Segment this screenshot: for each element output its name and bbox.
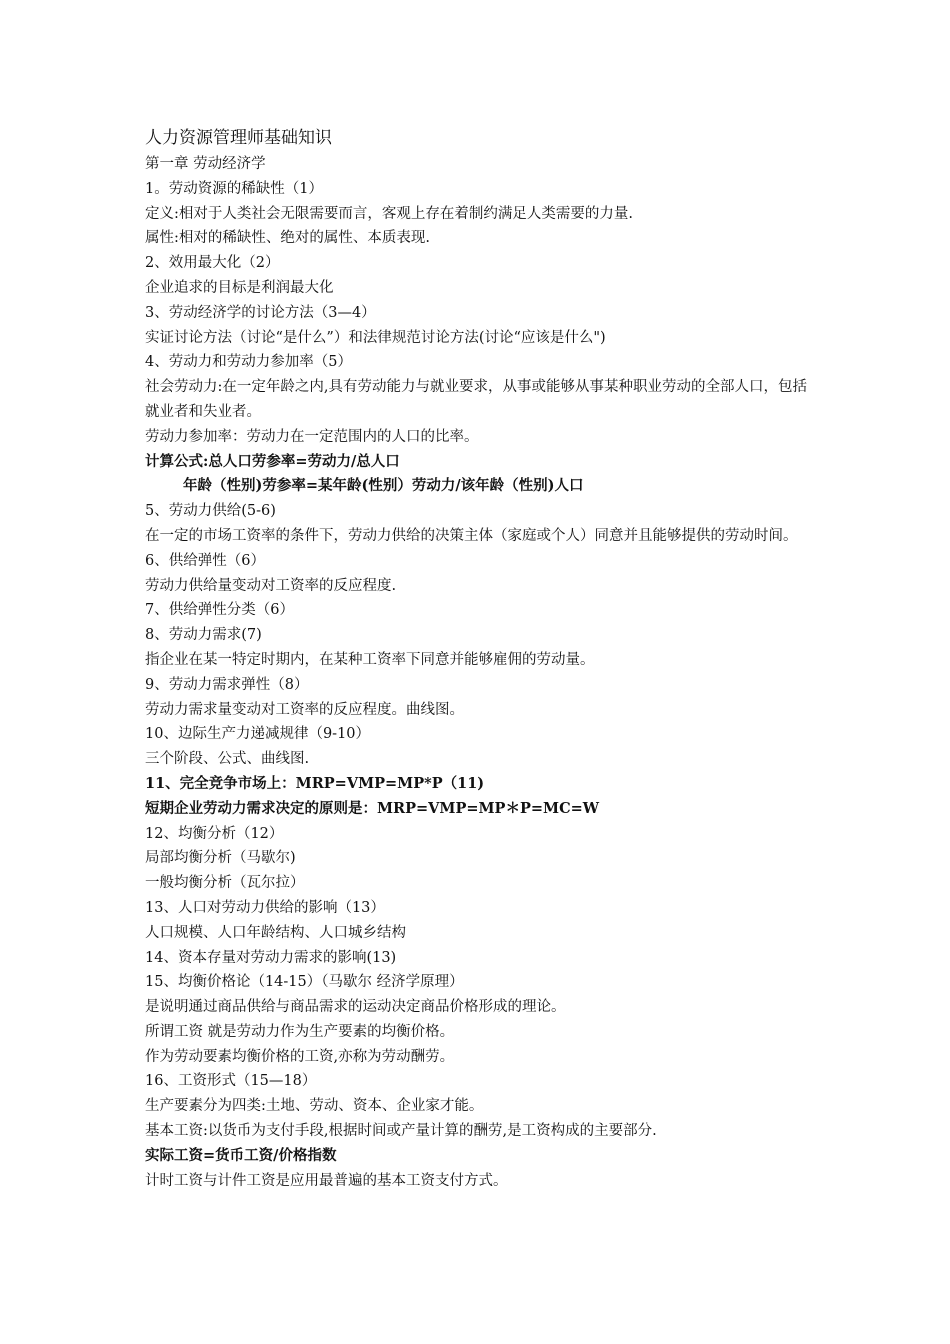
text-line: 指企业在某一特定时期内，在某种工资率下同意并能够雇佣的劳动量。	[145, 651, 595, 668]
text-line: 6、供给弹性（6）	[145, 552, 265, 569]
text-line: 1。劳动资源的稀缺性（1）	[145, 180, 323, 197]
text-line: 基本工资:以货币为支付手段,根据时间或产量计算的酬劳,是工资构成的主要部分.	[145, 1123, 657, 1140]
text-line: 企业追求的目标是利润最大化	[145, 279, 334, 296]
text-line: 在一定的市场工资率的条件下，劳动力供给的决策主体（家庭或个人）同意并且能够提供的劳动时间。	[145, 527, 798, 544]
text-line: 计时工资与计件工资是应用最普遍的基本工资支付方式。	[145, 1172, 508, 1189]
text-line: 4、劳动力和劳动力参加率（5）	[145, 354, 352, 371]
text-line: 实证讨论方法（讨论“是什么”）和法律规范讨论方法(讨论“应该是什么")	[145, 329, 606, 346]
text-line: 劳动力需求量变动对工资率的反应程度。曲线图。	[145, 701, 464, 718]
document-title: 人力资源管理师基础知识	[145, 128, 332, 148]
text-line: 一般均衡分析（瓦尔拉）	[145, 875, 305, 892]
text-line: 16、工资形式（15—18）	[145, 1073, 317, 1090]
text-line: 局部均衡分析（马歇尔)	[145, 850, 296, 867]
text-line: 实际工资=货币工资/价格指数	[145, 1146, 337, 1164]
text-line: 13、人口对劳动力供给的影响（13）	[145, 899, 385, 916]
text-line: 属性:相对的稀缺性、绝对的属性、本质表现.	[145, 230, 430, 247]
text-line: 社会劳动力:在一定年龄之内,具有劳动能力与就业要求，从事或能够从事某种职业劳动的全部人口，包括就业者和失业者。	[145, 379, 807, 420]
document-body	[145, 152, 815, 1193]
text-line: 8、劳动力需求(7)	[145, 627, 262, 644]
text-line: 2、效用最大化（2）	[145, 255, 280, 272]
text-line: 生产要素分为四类:土地、劳动、资本、企业家才能。	[145, 1098, 484, 1115]
text-line: 人口规模、人口年龄结构、人口城乡结构	[145, 924, 406, 941]
text-line: 第一章 劳动经济学	[145, 156, 266, 172]
text-line: 三个阶段、公式、曲线图.	[145, 751, 310, 768]
document-page	[145, 124, 815, 1193]
text-line: 10、边际生产力递减规律（9-10）	[145, 726, 371, 743]
text-line: 5、劳动力供给(5-6)	[145, 503, 276, 520]
text-line: 劳动力参加率：劳动力在一定范围内的人口的比率。	[145, 428, 479, 445]
text-line: 15、均衡价格论（14-15）（马歇尔 经济学原理）	[145, 974, 464, 991]
text-line: 短期企业劳动力需求决定的原则是：MRP=VMP=MP＊P=MC=W	[145, 799, 600, 817]
text-line: 14、资本存量对劳动力需求的影响(13)	[145, 949, 397, 966]
text-line: 年龄（性别)劳参率=某年龄(性别）劳动力/该年龄（性别)人口	[183, 477, 584, 495]
text-line: 劳动力供给量变动对工资率的反应程度.	[145, 577, 397, 594]
text-line: 作为劳动要素均衡价格的工资,亦称为劳动酬劳。	[145, 1048, 455, 1065]
text-line: 所谓工资 就是劳动力作为生产要素的均衡价格。	[145, 1023, 455, 1040]
text-line: 12、均衡分析（12）	[145, 825, 284, 842]
text-line: 9、劳动力需求弹性（8）	[145, 676, 309, 693]
text-line: 11、完全竞争市场上：MRP=VMP=MP*P（11)	[145, 774, 485, 792]
text-line: 定义:相对于人类社会无限需要而言，客观上存在着制约满足人类需要的力量.	[145, 205, 633, 222]
text-line: 是说明通过商品供给与商品需求的运动决定商品价格形成的理论。	[145, 999, 566, 1016]
text-line: 计算公式:总人口劳参率=劳动力/总人口	[145, 452, 400, 470]
text-line: 3、劳动经济学的讨论方法（3—4）	[145, 304, 376, 321]
text-line: 7、供给弹性分类（6）	[145, 602, 294, 619]
